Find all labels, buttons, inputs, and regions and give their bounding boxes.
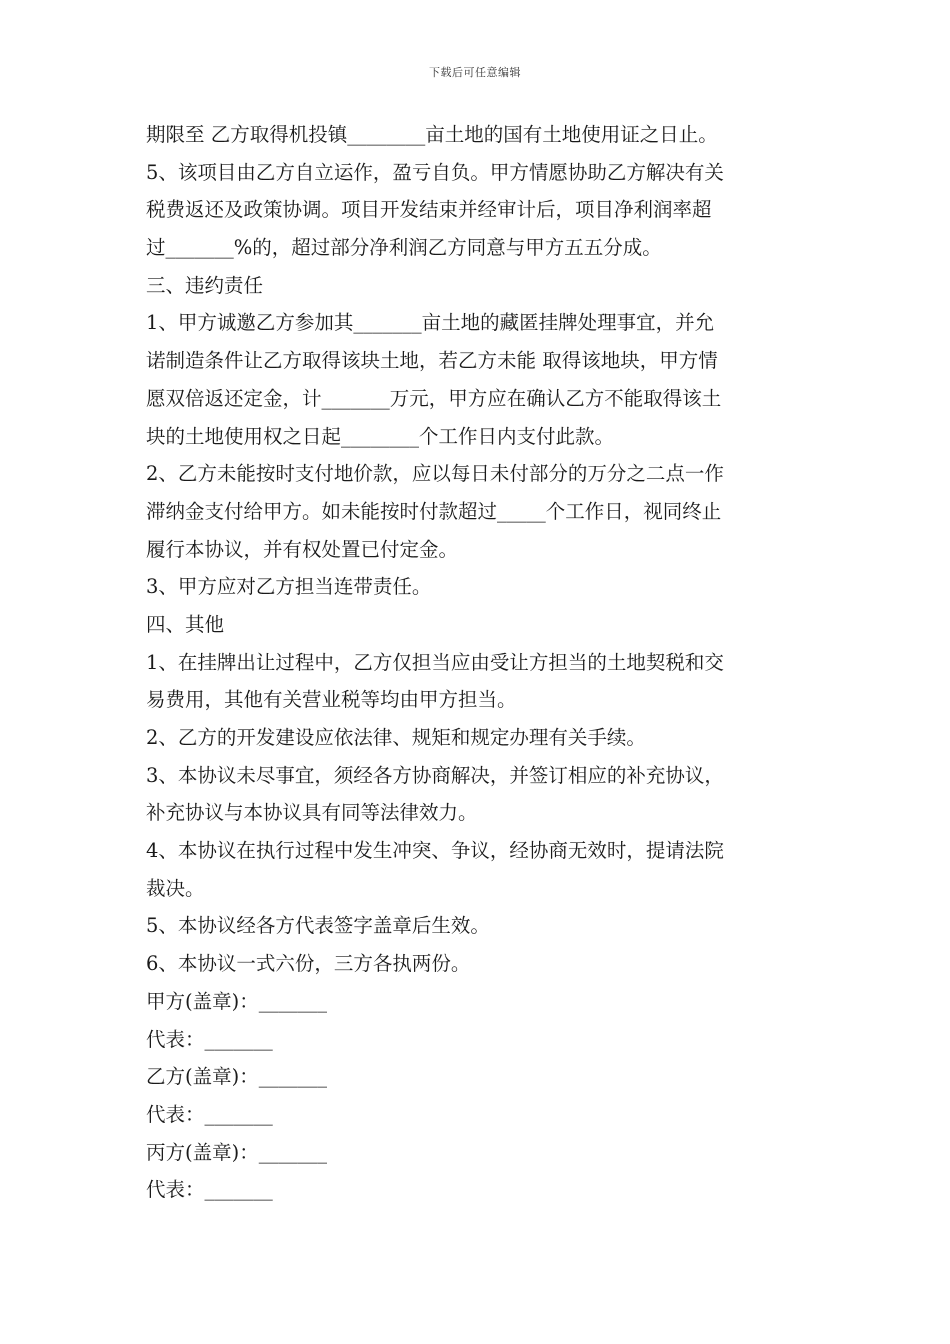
paragraph-line: 裁决。	[146, 876, 205, 900]
signature-line-party-c: 丙方(盖章)：_______	[146, 1140, 327, 1164]
signature-line-representative: 代表：_______	[146, 1102, 273, 1126]
signature-line-representative: 代表：_______	[146, 1027, 273, 1051]
section-heading: 四、其他	[146, 612, 225, 636]
paragraph-line: 滞纳金支付给甲方。如未能按时付款超过_____个工作日，视同终止	[146, 499, 722, 523]
paragraph-line: 易费用，其他有关营业税等均由甲方担当。	[146, 688, 517, 712]
paragraph-line: 3、甲方应对乙方担当连带责任。	[146, 575, 432, 599]
paragraph-line: 3、本协议未尽事宜，须经各方协商解决，并签订相应的补充协议，	[146, 763, 724, 787]
paragraph-line: 1、甲方诚邀乙方参加其_______亩土地的藏匿挂牌处理事宜，并允	[146, 311, 715, 335]
signature-line-party-a: 甲方(盖章)：_______	[146, 989, 327, 1013]
signature-line-party-b: 乙方(盖章)：_______	[146, 1065, 327, 1089]
section-heading: 三、违约责任	[146, 273, 264, 297]
paragraph-line: 补充协议与本协议具有同等法律效力。	[146, 801, 478, 825]
paragraph-line: 期限至 乙方取得机投镇________亩土地的国有土地使用证之日止。	[146, 123, 718, 146]
paragraph-line: 1、在挂牌出让过程中，乙方仅担当应由受让方担当的土地契税和交	[146, 650, 724, 674]
paragraph-line: 2、乙方的开发建设应依法律、规矩和规定办理有关手续。	[146, 726, 646, 749]
paragraph-line: 诺制造条件让乙方取得该块土地，若乙方未能 取得该地块，甲方情	[146, 349, 718, 373]
paragraph-line: 5、本协议经各方代表签字盖章后生效。	[146, 914, 490, 938]
page-header: 下载后可任意编辑	[429, 66, 521, 79]
paragraph-line: 4、本协议在执行过程中发生冲突、争议，经协商无效时，提请法院	[146, 839, 724, 863]
paragraph-line: 块的土地使用权之日起________个工作日内支付此款。	[146, 424, 615, 448]
document-body	[146, 116, 811, 1209]
paragraph-line: 5、该项目由乙方自立运作，盈亏自负。甲方情愿协助乙方解决有关	[146, 160, 724, 184]
signature-line-representative: 代表：_______	[146, 1178, 273, 1202]
paragraph-line: 2、乙方未能按时支付地价款，应以每日未付部分的万分之二点一作	[146, 462, 724, 486]
paragraph-line: 6、本协议一式六份，三方各执两份。	[146, 952, 471, 976]
paragraph-line: 履行本协议，并有权处置已付定金。	[146, 537, 459, 561]
paragraph-line: 过_______%的，超过部分净利润乙方同意与甲方五五分成。	[146, 236, 662, 260]
paragraph-line: 税费返还及政策协调。项目开发结束并经审计后，项目净利润率超	[146, 198, 712, 222]
paragraph-line: 愿双倍返还定金，计_______万元，甲方应在确认乙方不能取得该土	[146, 386, 722, 410]
